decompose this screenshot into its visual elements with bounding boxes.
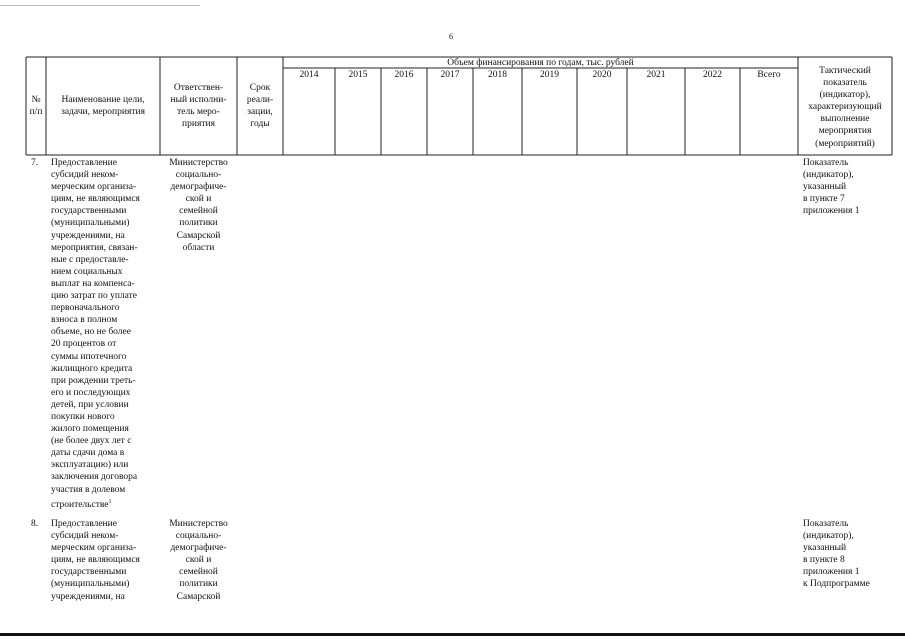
- header-year: 2017: [440, 70, 460, 80]
- header-year: 2018: [488, 70, 507, 80]
- row-num: 8.: [31, 519, 39, 529]
- header-total: Всего: [757, 70, 781, 80]
- header-year: 2021: [646, 70, 666, 80]
- header-year: 2022: [703, 70, 722, 80]
- row-responsible: Министерство социально- демографиче- ской и семейной политики Самарской: [169, 519, 228, 602]
- header-responsible: Ответствен- ный исполни- тель меро- приятия: [170, 83, 227, 130]
- row-responsible: Министерство социально- демографиче- ской и семейной политики Самарской области: [169, 158, 228, 253]
- header-year: 2014: [299, 70, 319, 80]
- row-indicator: Показатель (индикатор), указанный в пункте 7 приложения 1: [803, 158, 860, 217]
- bottom-border: [0, 633, 905, 636]
- row-indicator: Показатель (индикатор), указанный в пункте 8 приложения 1 к Подпрограмме: [803, 519, 870, 590]
- header-year: 2015: [348, 70, 368, 80]
- header-indicator: Тактический показатель (индикатор), характеризующий выполнение мероприятия (мероприятий): [808, 66, 882, 149]
- header-year: 2016: [394, 70, 414, 80]
- header-year: 2019: [540, 70, 559, 80]
- header-funding: Объем финансирования по годам, тыс. рублей: [447, 58, 634, 68]
- row-num: 7.: [31, 158, 39, 168]
- header-name: Наименование цели, задачи, мероприятия: [61, 95, 145, 118]
- header-num: № п/п: [29, 95, 43, 118]
- row-name-text: Предоставление субсидий неком- мерческим организа- циям, не являющимся государственными (муниципальными) учреждениями, на мероприятия, связан- ные с предоставле- нием социальных выплат на компенса- цию затрат по уплате первоначального взноса в полном объеме, но не более 20 процентов от суммы ипотечного жилищного кредита при рождении треть- его и последующих детей, при условии покупки нового жилого помещения (не более двух лет с даты сдачи дома в эксплуатацию) или заключения договора участия в долевом строительстве: [51, 158, 140, 510]
- page-number: 6: [449, 32, 453, 41]
- row-name: [51, 157, 161, 511]
- header-term: Срок реали- зации, годы: [246, 83, 274, 130]
- header-year: 2020: [592, 70, 612, 80]
- footnote-mark: 1: [108, 498, 112, 505]
- row-name: Предоставление субсидий неком- мерческим организа- циям, не являющимся государственными (муниципальными) учреждениями, на: [51, 519, 140, 602]
